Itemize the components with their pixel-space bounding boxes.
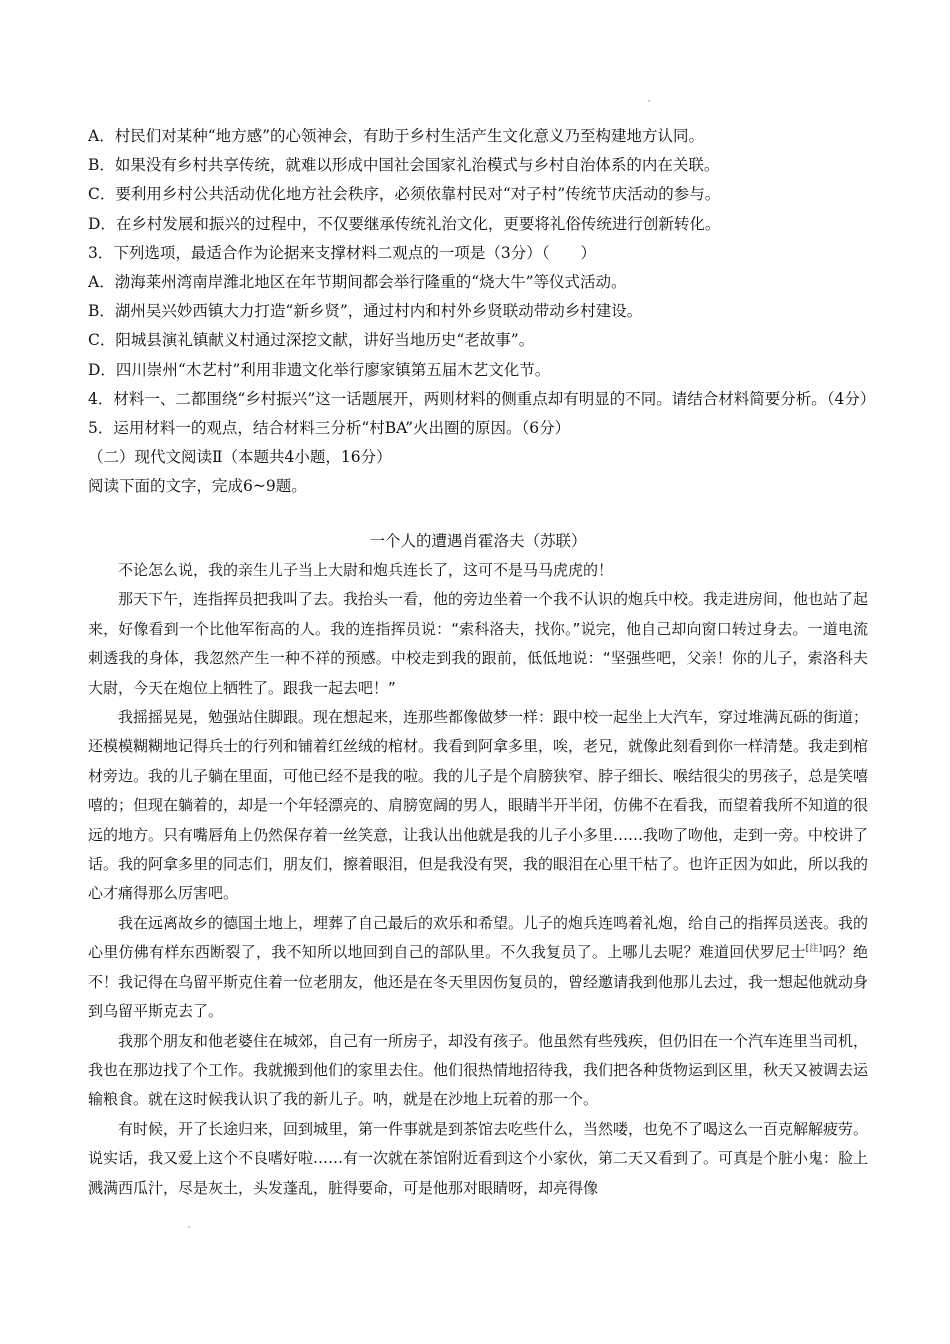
option-d: D．在乡村发展和振兴的过程中，不仅要继承传统礼治文化，更要将礼俗传统进行创新转化。 <box>88 214 721 233</box>
paragraph-3: 我摇摇晃晃，勉强站住脚跟。现在想起来，连那些都像做梦一样：跟中校一起坐上大汽车，穿过堆满瓦砾的街道；还模模糊糊地记得兵士的行列和铺着红丝绒的棺材。我看到阿拿多里，唉，老兄，就像此刻看到你一样清楚。我走到棺材旁边。我的儿子躺在里面，可他已经不是我的啦。我的儿子是个肩膀狭窄、脖子细长、喉结很尖的男孩子，总是笑嘻嘻的；但现在躺着的，却是一个年轻漂亮的、肩膀宽阔的男人，眼睛半开半闭，仿佛不在看我，而望着我所不知道的很远的地方。只有嘴唇角上仍然保存着一丝笑意，让我认出他就是我的儿子小多里……我吻了吻他，走到一旁。中校讲了话。我的阿拿多里的同志们，朋友们，擦着眼泪，但是我没有哭，我的眼泪在心里干枯了。也许正因为如此，所以我的心才痛得那么厉害吧。 <box>88 708 869 903</box>
paragraph-5: 我那个朋友和他老婆住在城郊，自己有一所房子，却没有孩子。他虽然有些残疾，但仍旧在一个汽车连里当司机，我也在那边找了个工作。我就搬到他们的家里去住。他们很热情地招待我，我们把各种货物运到区里，秋天又被调去运输粮食。就在这时候我认识了我的新儿子。呐，就是在沙地上玩着的那一个。 <box>88 1031 869 1109</box>
paragraph-4-part-1: 我在远离故乡的德国土地上，埋葬了自己最后的欢乐和希望。儿子的炮兵连鸣着礼炮，给自己的指挥员送丧。我的心里仿佛有样东西断裂了，我不知所以地回到自己的部队里。不久我复员了。上哪儿去呢？难道回伏罗尼士 <box>88 913 869 962</box>
question-5: 5．运用材料一的观点，结合材料三分析“村BA”火出圈的原因。（6分） <box>88 419 571 438</box>
paragraph-1: 不论怎么说，我的亲生儿子当上大尉和炮兵连长了，这可不是马马虎虎的！ <box>118 561 614 579</box>
option-b: B．如果没有乡村共享传统，就难以形成中国社会国家礼治模式与乡村自治体系的内在关联。 <box>88 156 720 175</box>
q3-option-c: C．阳城县演礼镇献义村通过深挖文献，讲好当地历史“老故事”。 <box>88 331 535 350</box>
footnote-marker: [注] <box>805 944 823 955</box>
story-title: 一个人的遭遇肖霍洛夫（苏联） <box>369 532 587 550</box>
q3-option-d: D．四川崇州“木艺村”利用非遗文化举行廖家镇第五届木艺文化节。 <box>88 360 551 379</box>
option-a: A．村民们对某种“地方感”的心领神会，有助于乡村生活产生文化意义乃至构建地方认同。 <box>88 127 705 145</box>
question-4: 4．材料一、二都围绕“乡村振兴”这一话题展开，两则材料的侧重点却有明显的不同。请结合材料简要分析。（4分） <box>88 389 876 408</box>
question-3: 3．下列选项，最适合作为论据来支撑材料二观点的一项是（3分）（ ） <box>88 243 596 262</box>
reading-instruction: 阅读下面的文字，完成6~9题。 <box>88 477 307 496</box>
paragraph-6: 有时候，开了长途归来，回到城里，第一件事就是到茶馆去吃些什么，当然喽，也免不了喝这么一百克解解疲劳。说实话，我又爱上这个不良嗜好啦……有一次就在茶馆附近看到这个小家伙，第二天又看到了。可真是个脏小鬼：脸上溅满西瓜汁，尽是灰土，头发蓬乱，脏得要命，可是他那对眼睛呀，却亮得像 <box>88 1119 869 1197</box>
paragraph-4-part-2: 吗？绝不！我记得在乌留平斯克住着一位老朋友，他还是在冬天里因伤复员的，曾经邀请我到他那儿去过，我一想起他就动身到乌留平斯克去了。 <box>88 943 869 1021</box>
story-body <box>88 556 868 1203</box>
q3-option-b: B．湖州吴兴妙西镇大力打造“新乡贤”，通过村内和村外乡贤联动带动乡村建设。 <box>88 302 643 321</box>
question-block <box>88 122 876 502</box>
scan-speck <box>648 100 650 102</box>
scan-speck <box>188 1226 190 1228</box>
q3-option-a: A．渤海莱州湾南岸潍北地区在年节期间都会举行隆重的“烧大牛”等仪式活动。 <box>88 273 627 292</box>
section-heading: （二）现代文阅读Ⅱ（本题共4小题，16分） <box>88 448 392 467</box>
option-c: C．要利用乡村公共活动优化地方社会秩序，必须依靠村民对“对子村”传统节庆活动的参与。 <box>88 185 721 204</box>
paragraph-4 <box>88 909 868 1027</box>
paragraph-2: 那天下午，连指挥员把我叫了去。我抬头一看，他的旁边坐着一个我不认识的炮兵中校。我走进房间，他也站了起来，好像看到一个比他军衔高的人。我的连指挥员说：“索科洛夫，找你。”说完，他自己却向窗口转过身去。一道电流刺透我的身体，我忽然产生一种不祥的预感。中校走到我的跟前，低低地说：“坚强些吧，父亲！你的儿子，索洛科夫大尉，今天在炮位上牺牲了。跟我一起去吧！” <box>88 590 869 697</box>
